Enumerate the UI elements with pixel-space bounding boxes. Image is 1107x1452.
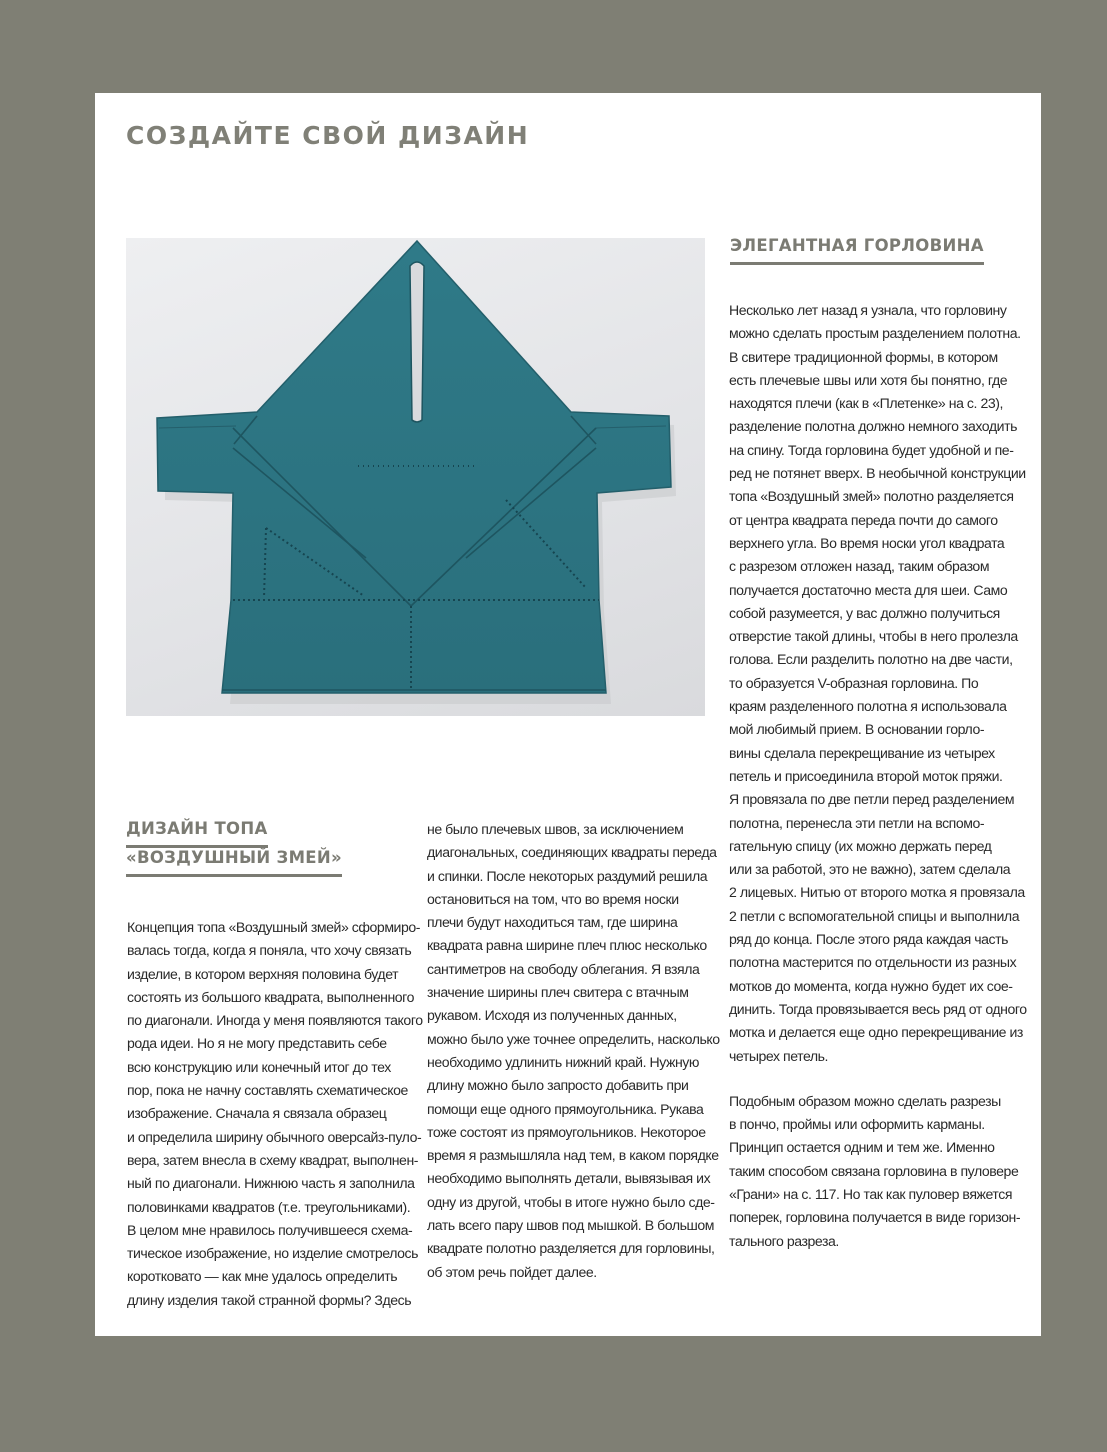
text-line: длину можно было запросто добавить при [427, 1077, 689, 1094]
text-line: то образуется V-образная горловина. По [729, 674, 979, 691]
text-line: можно было уже точнее определить, насколько [427, 1030, 720, 1047]
kite-heading-line2: «ВОЗДУШНЫЙ ЗМЕЙ» [126, 848, 342, 877]
page [95, 93, 1041, 1336]
text-line: изображение. Сначала я связала образец [127, 1105, 387, 1122]
text-line: отверстие такой длины, чтобы в него пролезла [729, 628, 1018, 645]
text-line: Подобным образом можно сделать разрезы [729, 1092, 1001, 1109]
text-line: находятся плечи (как в «Плетенке» на с. 23), [729, 395, 1003, 412]
text-line: всю конструкцию или конечный итог до тех [127, 1058, 391, 1075]
text-line: квадрате полотно разделяется для горловины, [427, 1240, 715, 1257]
text-line: В целом мне нравилось получившееся схема- [127, 1221, 413, 1238]
text-line: изделие, в котором верхняя половина будет [127, 965, 399, 982]
text-line: и спинки. После некоторых раздумий решила [427, 867, 708, 884]
text-line: не было плечевых швов, за исключением [427, 821, 684, 837]
text-line: «Грани» на с. 117. Но так как пуловер вяжется [729, 1185, 1013, 1202]
text-line: рода идеи. Но я не могу представить себе [127, 1035, 387, 1052]
text-line: петель и присоединила второй моток пряжи. [729, 767, 1003, 784]
text-line: топа «Воздушный змей» полотно разделяется [729, 488, 1014, 505]
text-line: одну из другой, чтобы в итоге нужно было сде- [427, 1193, 715, 1210]
text-line: необходимо удлинить нижний край. Нужную [427, 1053, 700, 1070]
garment-photo [126, 238, 705, 716]
text-line: вины сделала перекрещивание из четырех [729, 744, 995, 761]
neck-text-column [729, 299, 1029, 1253]
text-line: Принцип остается одним и тем же. Именно [729, 1139, 995, 1156]
text-line: верхнего угла. Во время носки угол квадрата [729, 534, 1005, 551]
neck-heading-text: ЭЛЕГАНТНАЯ ГОРЛОВИНА [730, 236, 984, 265]
text-line: поперек, горловина получается в виде горизон- [729, 1209, 1021, 1226]
text-line: необходимо выполнять детали, вывязывая их [427, 1170, 711, 1187]
text-line: четырех петель. [729, 1047, 829, 1064]
text-line: диагональных, соединяющих квадраты переда [427, 844, 717, 861]
neck-slit [410, 262, 424, 422]
kite-paragraph [127, 916, 423, 1312]
text-line: валась тогда, когда я поняла, что хочу связать [127, 942, 412, 959]
text-line: состоять из большого квадрата, выполненного [127, 988, 414, 1005]
knitted-top-illustration [126, 238, 705, 716]
text-line: тическое изображение, но изделие смотрелось [127, 1245, 419, 1262]
text-line: и определила ширину обычного оверсайз-пуло- [127, 1128, 422, 1145]
text-line: вера, затем внесла в схему квадрат, выполнен- [127, 1151, 419, 1168]
text-line: получается достаточно места для шеи. Само [729, 581, 1008, 598]
text-line: время я размышляла над тем, в каком порядке [427, 1147, 719, 1164]
text-line: разделение полотна должно немного заходить [729, 418, 1017, 435]
kite-paragraph-continued [427, 818, 720, 1284]
text-line: полотна мастерится по отдельности из разных [729, 954, 1017, 971]
kite-heading [126, 819, 342, 877]
text-line: полотна, перенесла эти петли на вспомо- [729, 814, 985, 831]
text-line: тального разреза. [729, 1232, 839, 1249]
text-line: на спину. Тогда горловина будет удобной и пе- [729, 441, 1014, 458]
text-line: голова. Если разделить полотно на две части, [729, 651, 1013, 668]
text-line: есть плечевые швы или хотя бы понятно, где [729, 371, 1008, 388]
text-line: можно сделать простым разделением полотна. [729, 325, 1021, 342]
text-line: мотков до момента, когда нужно будет их сое- [729, 977, 1013, 994]
kite-text-continued-column [427, 818, 720, 1284]
text-line: сантиметров на свободу облегания. Я взяла [427, 960, 700, 977]
text-line: 2 лицевых. Нитью от второго мотка я провязала [729, 884, 1025, 901]
text-line: значение ширины плеч свитера с втачным [427, 984, 689, 1001]
text-line: мой любимый прием. В основании горло- [729, 721, 985, 738]
text-line: с разрезом отложен назад, таким образом [729, 558, 990, 575]
text-line: или за работой, это не важно), затем сделала [729, 861, 1011, 878]
text-line: лать всего пару швов под мышкой. В большом [427, 1217, 714, 1234]
text-line: помощи еще одного прямоугольника. Рукава [427, 1100, 704, 1117]
neck-paragraph-2 [729, 1090, 1029, 1253]
neck-paragraph-1 [729, 299, 1029, 1068]
text-line: Я провязала по две петли перед разделением [729, 791, 1015, 808]
text-line: квадрата равна ширине плеч плюс несколько [427, 937, 707, 954]
text-line: собой разумеется, у вас должно получиться [729, 604, 1000, 621]
text-line: в пончо, проймы или оформить карманы. [729, 1116, 985, 1133]
neck-heading [730, 236, 984, 265]
text-line: таким способом связана горловина в пуловере [729, 1162, 1019, 1179]
text-line: по диагонали. Иногда у меня появляются такого [127, 1012, 423, 1029]
text-line: В свитере традиционной формы, в котором [729, 348, 998, 365]
paragraph-gap [729, 1068, 1029, 1090]
kite-heading-line1: ДИЗАЙН ТОПА [126, 819, 268, 848]
text-line: гательную спицу (их можно держать перед [729, 837, 992, 854]
text-line: коротковато — как мне удалось определить [127, 1268, 398, 1285]
text-line: динить. Тогда провязывается весь ряд от одного [729, 1000, 1027, 1017]
text-line: об этом речь пойдет далее. [427, 1263, 597, 1280]
text-line: 2 петли с вспомогательной спицы и выполнила [729, 907, 1020, 924]
text-line: от центра квадрата переда почти до самого [729, 511, 998, 528]
text-line: Концепция топа «Воздушный змей» сформиро- [127, 919, 420, 935]
kite-text-column [127, 916, 423, 1312]
text-line: ред не потянет вверх. В необычной конструкции [729, 465, 1026, 482]
text-line: плечи будут находиться там, где ширина [427, 914, 678, 931]
text-line: ряд до конца. После этого ряда каждая часть [729, 931, 1009, 948]
text-line: ный по диагонали. Нижнюю часть я заполнила [127, 1175, 415, 1192]
text-line: Несколько лет назад я узнала, что горловину [729, 302, 1007, 318]
text-line: мотка и делается еще одно перекрещивание из [729, 1024, 1023, 1041]
text-line: длину изделия такой странной формы? Здесь [127, 1291, 412, 1308]
text-line: краям разделенного полотна я использовала [729, 698, 1007, 715]
section-title: СОЗДАЙТЕ СВОЙ ДИЗАЙН [126, 121, 530, 150]
text-line: рукавом. Исходя из полученных данных, [427, 1007, 677, 1024]
text-line: пор, пока не начну составлять схематическое [127, 1082, 408, 1099]
text-line: остановиться на том, что во время носки [427, 890, 679, 907]
text-line: половинками квадратов (т.е. треугольниками). [127, 1198, 411, 1215]
text-line: тоже состоят из прямоугольников. Некоторое [427, 1123, 706, 1140]
